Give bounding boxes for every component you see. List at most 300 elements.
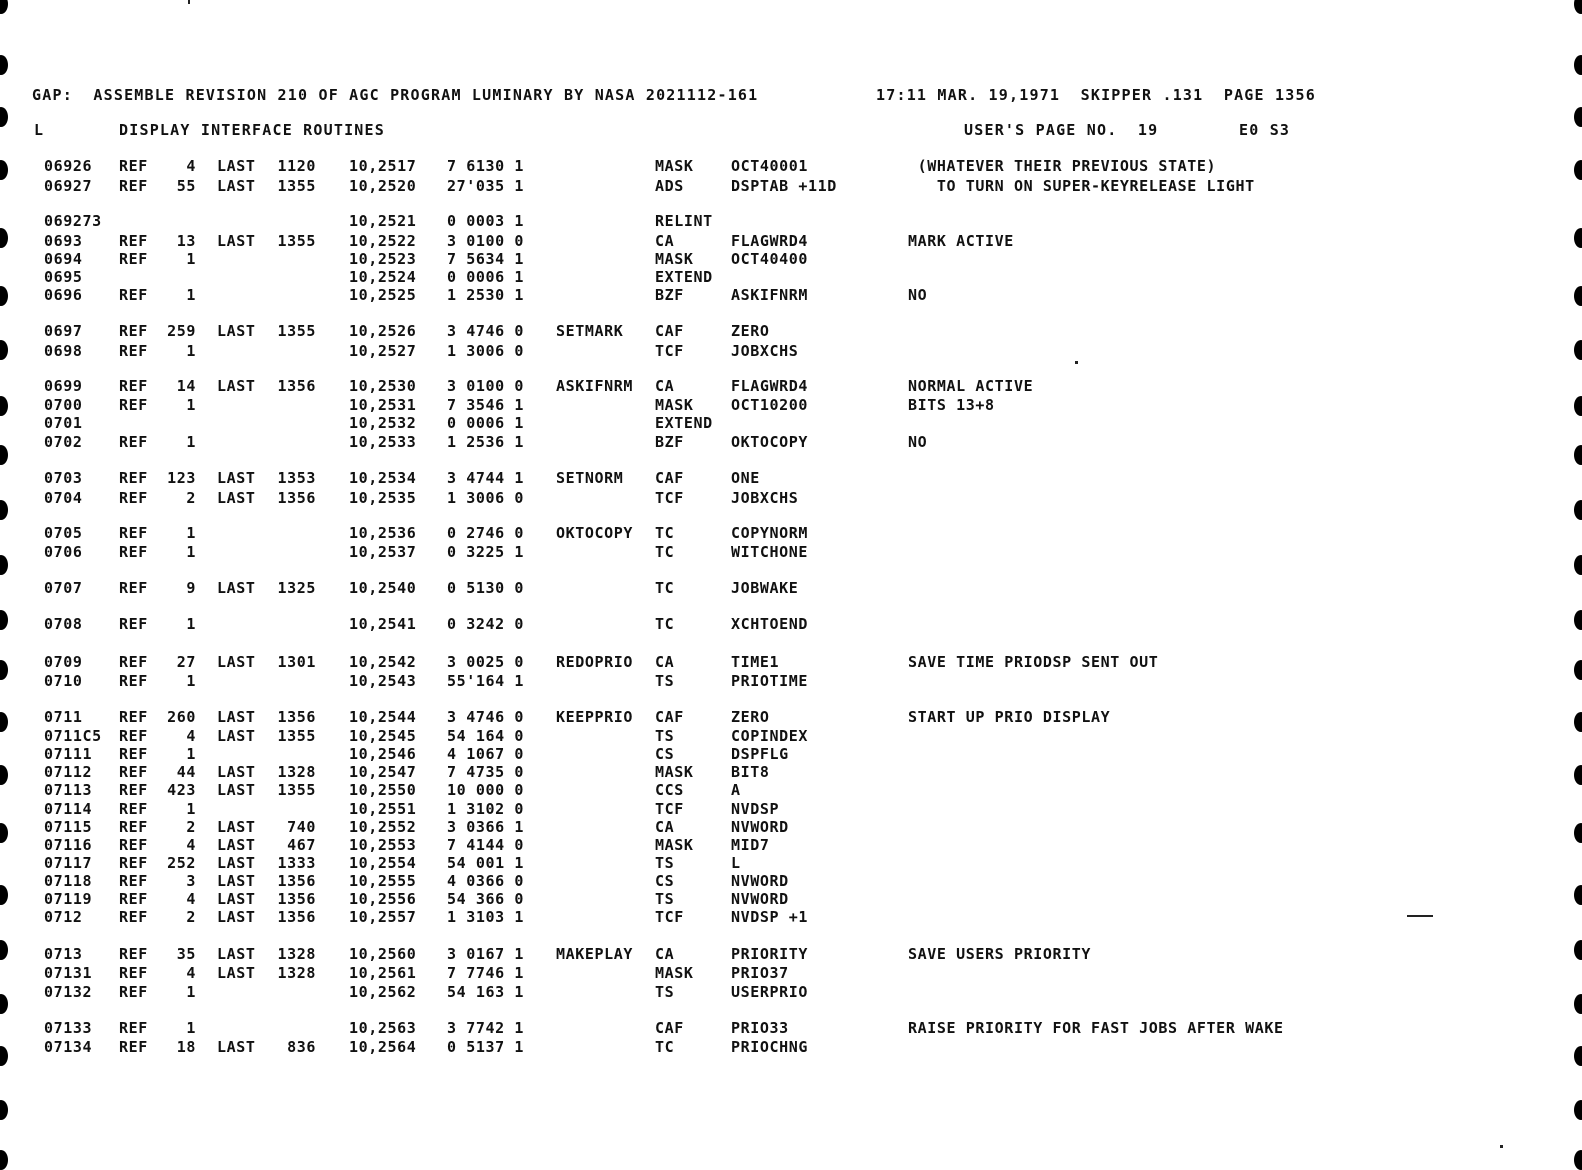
row-operand: OCT10200 <box>731 396 809 414</box>
row-last-line-number: 467 <box>287 836 316 854</box>
feed-hole <box>0 396 8 416</box>
right-tractor-holes <box>1568 0 1582 1167</box>
feed-hole <box>0 107 8 127</box>
row-operand: ZERO <box>731 322 770 340</box>
row-address: 10,2547 <box>349 763 417 781</box>
row-octal-code: 1 2536 1 <box>447 433 525 451</box>
feed-hole <box>0 712 8 732</box>
row-ref-keyword: REF <box>119 836 148 854</box>
row-operand: JOBXCHS <box>731 342 799 360</box>
feed-hole <box>1574 445 1582 465</box>
row-ref-count: 44 <box>176 763 196 781</box>
row-operand: NVDSP <box>731 800 780 818</box>
row-line-number: 0703 <box>44 469 83 487</box>
print-speck <box>188 0 190 4</box>
feed-hole <box>1574 286 1582 306</box>
row-octal-code: 3 0025 0 <box>447 653 525 671</box>
row-operand: MID7 <box>731 836 770 854</box>
row-ref-keyword: REF <box>119 232 148 250</box>
row-operand: USERPRIO <box>731 983 809 1001</box>
row-address: 10,2527 <box>349 342 417 360</box>
row-ref-count: 35 <box>176 945 196 963</box>
row-ref-count: 2 <box>186 818 196 836</box>
row-address: 10,2524 <box>349 268 417 286</box>
row-address: 10,2543 <box>349 672 417 690</box>
row-symbol-label: KEEPPRIO <box>556 708 634 726</box>
row-opcode: CS <box>655 745 675 763</box>
row-ref-count: 123 <box>167 469 196 487</box>
row-line-number: 0708 <box>44 615 83 633</box>
row-comment: (WHATEVER THEIR PREVIOUS STATE) <box>908 157 1217 175</box>
row-ref-count: 1 <box>186 524 196 542</box>
row-ref-count: 1 <box>186 800 196 818</box>
row-line-number: 0695 <box>44 268 83 286</box>
row-opcode: MASK <box>655 396 694 414</box>
row-opcode: TS <box>655 672 675 690</box>
feed-hole <box>1574 1100 1582 1120</box>
row-address: 10,2563 <box>349 1019 417 1037</box>
row-address: 10,2555 <box>349 872 417 890</box>
feed-hole <box>0 940 8 960</box>
row-last-line-number: 1328 <box>277 763 316 781</box>
row-ref-keyword: REF <box>119 377 148 395</box>
row-operand: XCHTOEND <box>731 615 809 633</box>
row-ref-keyword: REF <box>119 1038 148 1056</box>
row-last-keyword: LAST <box>217 1038 256 1056</box>
row-address: 10,2556 <box>349 890 417 908</box>
row-line-number: 0693 <box>44 232 83 250</box>
row-address: 10,2533 <box>349 433 417 451</box>
row-address: 10,2546 <box>349 745 417 763</box>
row-line-number: 069273 <box>44 212 102 230</box>
row-opcode: CA <box>655 377 675 395</box>
row-opcode: TCF <box>655 342 684 360</box>
row-opcode: BZF <box>655 433 684 451</box>
feed-hole <box>0 228 8 248</box>
row-last-line-number: 1353 <box>277 469 316 487</box>
row-octal-code: 7 5634 1 <box>447 250 525 268</box>
row-line-number: 0710 <box>44 672 83 690</box>
feed-hole <box>0 0 8 14</box>
row-last-keyword: LAST <box>217 579 256 597</box>
feed-hole <box>0 160 8 180</box>
header-line-marker: L <box>34 121 45 139</box>
row-line-number: 0712 <box>44 908 83 926</box>
row-symbol-label: REDOPRIO <box>556 653 634 671</box>
row-opcode: MASK <box>655 964 694 982</box>
row-line-number: 0701 <box>44 414 83 432</box>
row-last-keyword: LAST <box>217 232 256 250</box>
row-address: 10,2536 <box>349 524 417 542</box>
row-address: 10,2540 <box>349 579 417 597</box>
row-last-keyword: LAST <box>217 945 256 963</box>
row-address: 10,2554 <box>349 854 417 872</box>
row-address: 10,2526 <box>349 322 417 340</box>
row-ref-keyword: REF <box>119 469 148 487</box>
row-comment: MARK ACTIVE <box>908 232 1014 250</box>
row-ref-count: 4 <box>186 727 196 745</box>
row-ref-keyword: REF <box>119 433 148 451</box>
feed-hole <box>1574 555 1582 575</box>
row-ref-keyword: REF <box>119 177 148 195</box>
row-octal-code: 54 001 1 <box>447 854 525 872</box>
row-last-line-number: 1356 <box>277 908 316 926</box>
feed-hole <box>1574 994 1582 1014</box>
row-last-line-number: 1355 <box>277 177 316 195</box>
row-octal-code: 7 4144 0 <box>447 836 525 854</box>
row-comment: SAVE USERS PRIORITY <box>908 945 1091 963</box>
row-last-keyword: LAST <box>217 708 256 726</box>
row-octal-code: 4 1067 0 <box>447 745 525 763</box>
row-ref-count: 252 <box>167 854 196 872</box>
row-opcode: ADS <box>655 177 684 195</box>
row-line-number: 06927 <box>44 177 93 195</box>
header-assembly-title: GAP: ASSEMBLE REVISION 210 OF AGC PROGRAM LUMINARY BY NASA 2021112-161 <box>32 86 759 104</box>
feed-hole <box>1574 0 1582 14</box>
row-ref-count: 3 <box>186 872 196 890</box>
row-line-number: 0707 <box>44 579 83 597</box>
row-octal-code: 1 3103 1 <box>447 908 525 926</box>
row-line-number: 0704 <box>44 489 83 507</box>
row-ref-keyword: REF <box>119 908 148 926</box>
row-opcode: TCF <box>655 800 684 818</box>
row-octal-code: 1 3006 0 <box>447 342 525 360</box>
row-opcode: TC <box>655 524 675 542</box>
row-octal-code: 7 6130 1 <box>447 157 525 175</box>
row-line-number: 0694 <box>44 250 83 268</box>
feed-hole <box>1574 660 1582 680</box>
feed-hole <box>0 1150 8 1170</box>
row-last-keyword: LAST <box>217 177 256 195</box>
row-last-line-number: 1355 <box>277 322 316 340</box>
row-address: 10,2550 <box>349 781 417 799</box>
row-operand: NVWORD <box>731 872 789 890</box>
row-last-keyword: LAST <box>217 854 256 872</box>
row-ref-count: 1 <box>186 543 196 561</box>
row-octal-code: 1 2530 1 <box>447 286 525 304</box>
header-timestamp-page: 17:11 MAR. 19,1971 SKIPPER .131 PAGE 1356 <box>876 86 1316 104</box>
row-address: 10,2553 <box>349 836 417 854</box>
row-line-number: 0698 <box>44 342 83 360</box>
row-octal-code: 4 0366 0 <box>447 872 525 890</box>
row-operand: PRIORITY <box>731 945 809 963</box>
row-opcode: CAF <box>655 322 684 340</box>
print-speck <box>1500 1145 1503 1148</box>
row-ref-keyword: REF <box>119 745 148 763</box>
row-address: 10,2544 <box>349 708 417 726</box>
feed-hole <box>1574 610 1582 630</box>
row-ref-count: 4 <box>186 157 196 175</box>
row-octal-code: 0 3242 0 <box>447 615 525 633</box>
feed-hole <box>1574 1150 1582 1170</box>
user-page-number: USER'S PAGE NO. 19 <box>964 121 1159 139</box>
row-operand: PRIOCHNG <box>731 1038 809 1056</box>
row-line-number: 07119 <box>44 890 93 908</box>
row-octal-code: 1 3102 0 <box>447 800 525 818</box>
row-last-keyword: LAST <box>217 469 256 487</box>
row-line-number: 0700 <box>44 396 83 414</box>
row-ref-keyword: REF <box>119 800 148 818</box>
row-ref-count: 259 <box>167 322 196 340</box>
row-address: 10,2534 <box>349 469 417 487</box>
row-ref-keyword: REF <box>119 727 148 745</box>
row-address: 10,2522 <box>349 232 417 250</box>
row-ref-count: 1 <box>186 1019 196 1037</box>
feed-hole <box>1574 765 1582 785</box>
row-comment: RAISE PRIORITY FOR FAST JOBS AFTER WAKE <box>908 1019 1284 1037</box>
row-last-line-number: 1328 <box>277 964 316 982</box>
row-octal-code: 0 0003 1 <box>447 212 525 230</box>
row-ref-keyword: REF <box>119 286 148 304</box>
row-octal-code: 3 0167 1 <box>447 945 525 963</box>
row-address: 10,2557 <box>349 908 417 926</box>
row-line-number: 0709 <box>44 653 83 671</box>
row-comment: NO <box>908 433 928 451</box>
row-operand: L <box>731 854 741 872</box>
feed-hole <box>0 445 8 465</box>
row-ref-keyword: REF <box>119 579 148 597</box>
row-last-line-number: 1356 <box>277 708 316 726</box>
row-line-number: 07134 <box>44 1038 93 1056</box>
row-octal-code: 7 3546 1 <box>447 396 525 414</box>
row-ref-keyword: REF <box>119 964 148 982</box>
row-last-keyword: LAST <box>217 763 256 781</box>
row-opcode: MASK <box>655 157 694 175</box>
row-ref-keyword: REF <box>119 854 148 872</box>
feed-hole <box>1574 500 1582 520</box>
row-octal-code: 0 2746 0 <box>447 524 525 542</box>
row-opcode: MASK <box>655 836 694 854</box>
row-operand: COPINDEX <box>731 727 809 745</box>
row-operand: ASKIFNRM <box>731 286 809 304</box>
feed-hole <box>1574 823 1582 843</box>
row-operand: NVDSP +1 <box>731 908 809 926</box>
row-symbol-label: MAKEPLAY <box>556 945 634 963</box>
row-opcode: TC <box>655 615 675 633</box>
feed-hole <box>0 286 8 306</box>
row-ref-count: 1 <box>186 250 196 268</box>
row-last-line-number: 1356 <box>277 890 316 908</box>
row-opcode: TCF <box>655 908 684 926</box>
row-last-keyword: LAST <box>217 322 256 340</box>
row-last-keyword: LAST <box>217 157 256 175</box>
row-operand: BIT8 <box>731 763 770 781</box>
row-ref-count: 27 <box>176 653 196 671</box>
row-octal-code: 1 3006 0 <box>447 489 525 507</box>
row-ref-count: 2 <box>186 908 196 926</box>
feed-hole <box>0 500 8 520</box>
row-address: 10,2542 <box>349 653 417 671</box>
feed-hole <box>0 823 8 843</box>
row-ref-count: 1 <box>186 615 196 633</box>
row-opcode: TC <box>655 543 675 561</box>
row-ref-keyword: REF <box>119 524 148 542</box>
row-octal-code: 3 0100 0 <box>447 232 525 250</box>
row-operand: JOBXCHS <box>731 489 799 507</box>
row-ref-keyword: REF <box>119 543 148 561</box>
row-line-number: 07115 <box>44 818 93 836</box>
row-address: 10,2537 <box>349 543 417 561</box>
row-opcode: MASK <box>655 250 694 268</box>
row-octal-code: 54 366 0 <box>447 890 525 908</box>
feed-hole <box>0 994 8 1014</box>
row-address: 10,2562 <box>349 983 417 1001</box>
row-ref-keyword: REF <box>119 781 148 799</box>
row-ref-count: 4 <box>186 964 196 982</box>
row-operand: NVWORD <box>731 890 789 908</box>
feed-hole <box>1574 885 1582 905</box>
row-line-number: 07131 <box>44 964 93 982</box>
row-last-line-number: 1325 <box>277 579 316 597</box>
row-operand: FLAGWRD4 <box>731 377 809 395</box>
row-ref-keyword: REF <box>119 396 148 414</box>
row-line-number: 06926 <box>44 157 93 175</box>
row-address: 10,2517 <box>349 157 417 175</box>
row-ref-keyword: REF <box>119 342 148 360</box>
row-octal-code: 54 163 1 <box>447 983 525 1001</box>
row-operand: OCT40400 <box>731 250 809 268</box>
row-opcode: TC <box>655 1038 675 1056</box>
row-opcode: TC <box>655 579 675 597</box>
row-address: 10,2520 <box>349 177 417 195</box>
row-operand: OKTOCOPY <box>731 433 809 451</box>
row-octal-code: 55'164 1 <box>447 672 525 690</box>
row-ref-keyword: REF <box>119 489 148 507</box>
row-last-keyword: LAST <box>217 489 256 507</box>
row-line-number: 0705 <box>44 524 83 542</box>
row-operand: ONE <box>731 469 760 487</box>
row-opcode: TCF <box>655 489 684 507</box>
row-octal-code: 3 0366 1 <box>447 818 525 836</box>
row-operand: COPYNORM <box>731 524 809 542</box>
row-octal-code: 7 4735 0 <box>447 763 525 781</box>
row-line-number: 07116 <box>44 836 93 854</box>
left-tractor-holes <box>0 0 14 1167</box>
row-comment: NO <box>908 286 928 304</box>
row-last-keyword: LAST <box>217 908 256 926</box>
row-address: 10,2530 <box>349 377 417 395</box>
row-ref-keyword: REF <box>119 1019 148 1037</box>
row-symbol-label: SETMARK <box>556 322 624 340</box>
feed-hole <box>0 765 8 785</box>
row-address: 10,2552 <box>349 818 417 836</box>
row-line-number: 07133 <box>44 1019 93 1037</box>
row-address: 10,2531 <box>349 396 417 414</box>
row-operand: DSPTAB +11D <box>731 177 837 195</box>
row-ref-count: 1 <box>186 286 196 304</box>
row-ref-count: 13 <box>176 232 196 250</box>
row-line-number: 0699 <box>44 377 83 395</box>
row-opcode: EXTEND <box>655 414 713 432</box>
feed-hole <box>1574 940 1582 960</box>
row-last-keyword: LAST <box>217 727 256 745</box>
row-ref-keyword: REF <box>119 945 148 963</box>
row-line-number: 0711C5 <box>44 727 102 745</box>
row-operand: JOBWAKE <box>731 579 799 597</box>
row-address: 10,2521 <box>349 212 417 230</box>
row-ref-count: 1 <box>186 672 196 690</box>
row-ref-keyword: REF <box>119 672 148 690</box>
page-code: E0 S3 <box>1239 121 1291 139</box>
row-line-number: 07118 <box>44 872 93 890</box>
row-line-number: 07112 <box>44 763 93 781</box>
row-operand: PRIO37 <box>731 964 789 982</box>
row-address: 10,2525 <box>349 286 417 304</box>
row-last-line-number: 1355 <box>277 781 316 799</box>
row-opcode: CAF <box>655 469 684 487</box>
row-line-number: 0711 <box>44 708 83 726</box>
feed-hole <box>1574 1046 1582 1066</box>
row-ref-count: 423 <box>167 781 196 799</box>
feed-hole <box>0 340 8 360</box>
row-last-keyword: LAST <box>217 872 256 890</box>
row-ref-count: 1 <box>186 983 196 1001</box>
row-opcode: TS <box>655 854 675 872</box>
row-comment: SAVE TIME PRIODSP SENT OUT <box>908 653 1159 671</box>
row-last-line-number: 1356 <box>277 489 316 507</box>
row-last-line-number: 1120 <box>277 157 316 175</box>
row-address: 10,2541 <box>349 615 417 633</box>
row-ref-count: 55 <box>176 177 196 195</box>
row-address: 10,2545 <box>349 727 417 745</box>
row-address: 10,2561 <box>349 964 417 982</box>
row-last-line-number: 740 <box>287 818 316 836</box>
row-octal-code: 0 0006 1 <box>447 414 525 432</box>
row-address: 10,2560 <box>349 945 417 963</box>
row-octal-code: 0 5130 0 <box>447 579 525 597</box>
row-opcode: CAF <box>655 1019 684 1037</box>
row-address: 10,2564 <box>349 1038 417 1056</box>
row-last-keyword: LAST <box>217 818 256 836</box>
row-symbol-label: ASKIFNRM <box>556 377 634 395</box>
row-operand: PRIO33 <box>731 1019 789 1037</box>
row-opcode: TS <box>655 890 675 908</box>
row-opcode: CA <box>655 945 675 963</box>
row-ref-count: 2 <box>186 489 196 507</box>
row-operand: WITCHONE <box>731 543 809 561</box>
row-last-keyword: LAST <box>217 964 256 982</box>
print-speck <box>1075 361 1078 364</box>
row-octal-code: 3 0100 0 <box>447 377 525 395</box>
row-ref-keyword: REF <box>119 322 148 340</box>
row-operand: NVWORD <box>731 818 789 836</box>
feed-hole <box>1574 107 1582 127</box>
row-ref-keyword: REF <box>119 818 148 836</box>
row-operand: FLAGWRD4 <box>731 232 809 250</box>
row-opcode: CS <box>655 872 675 890</box>
row-last-keyword: LAST <box>217 653 256 671</box>
row-last-keyword: LAST <box>217 377 256 395</box>
row-ref-keyword: REF <box>119 890 148 908</box>
feed-hole <box>0 885 8 905</box>
row-octal-code: 10 000 0 <box>447 781 525 799</box>
row-ref-count: 9 <box>186 579 196 597</box>
row-last-line-number: 1328 <box>277 945 316 963</box>
row-line-number: 0706 <box>44 543 83 561</box>
row-last-line-number: 836 <box>287 1038 316 1056</box>
row-ref-count: 4 <box>186 836 196 854</box>
row-line-number: 07111 <box>44 745 93 763</box>
row-operand: TIME1 <box>731 653 780 671</box>
row-operand: A <box>731 781 741 799</box>
row-ref-keyword: REF <box>119 250 148 268</box>
row-last-keyword: LAST <box>217 781 256 799</box>
row-line-number: 07114 <box>44 800 93 818</box>
row-octal-code: 3 4744 1 <box>447 469 525 487</box>
row-ref-count: 1 <box>186 433 196 451</box>
row-ref-count: 18 <box>176 1038 196 1056</box>
row-ref-keyword: REF <box>119 708 148 726</box>
